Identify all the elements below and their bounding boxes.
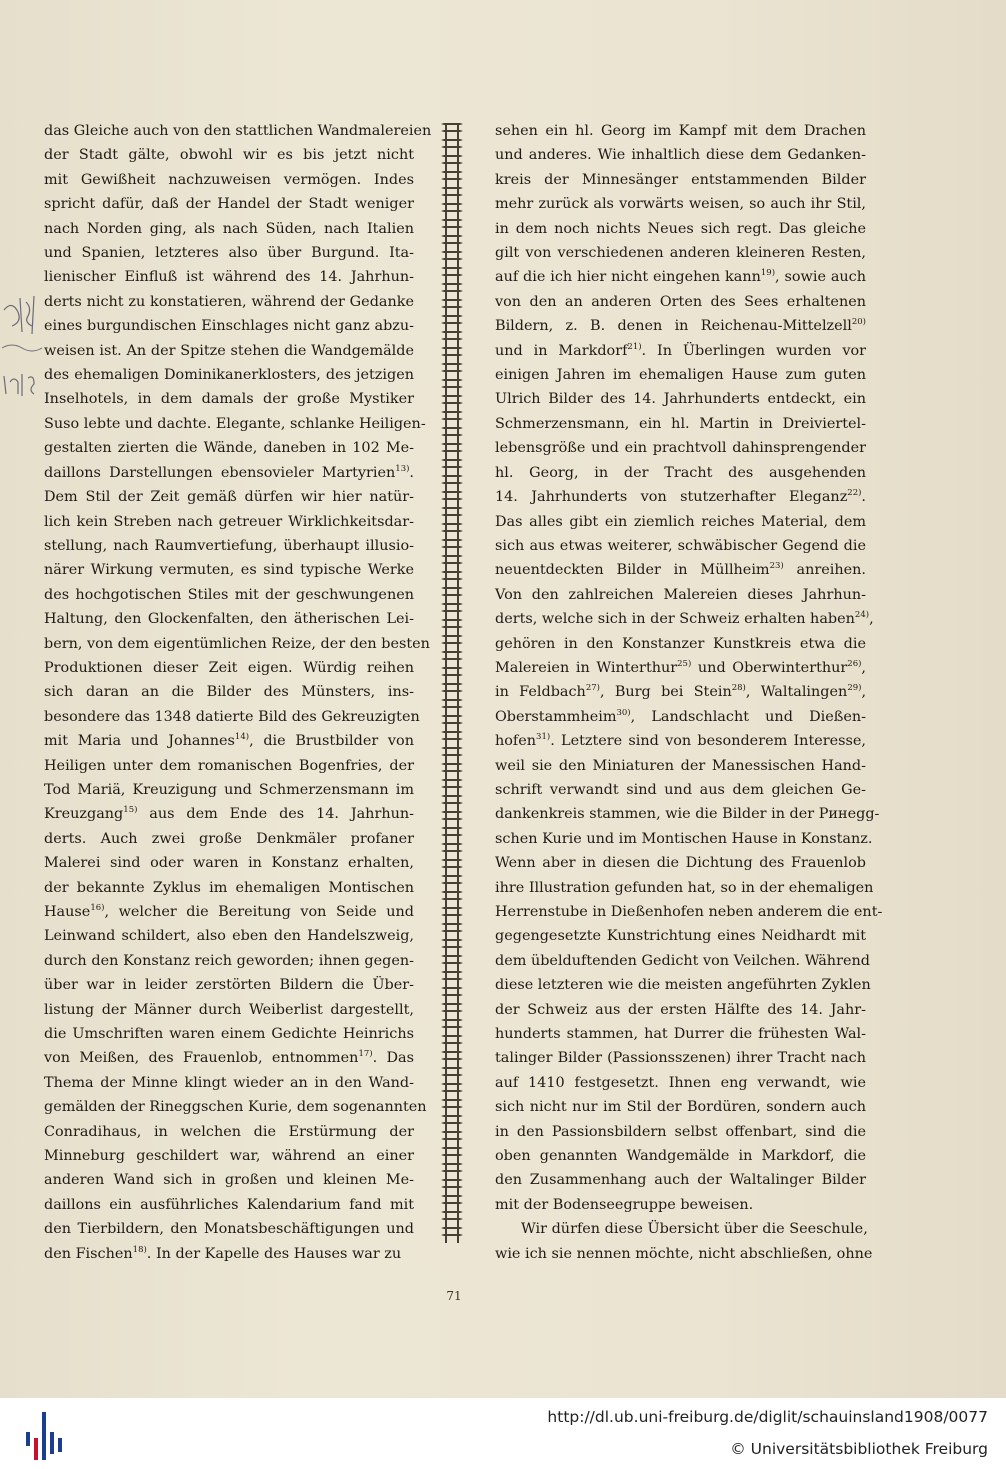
text-line xyxy=(495,534,866,558)
footnote-ref: 30) xyxy=(616,707,631,718)
text-line xyxy=(44,363,414,387)
text-run: lich kein Streben nach getreuer Wirklichkeitsdar- xyxy=(44,513,414,530)
text-line xyxy=(495,1168,866,1192)
text-line xyxy=(495,924,866,948)
text-line xyxy=(495,265,866,289)
text-line xyxy=(495,632,866,656)
text-run: Minneburg geschildert war, während an einer xyxy=(44,1148,414,1165)
text-run: . Das xyxy=(372,1050,414,1067)
text-line xyxy=(44,973,414,997)
text-line xyxy=(495,436,866,460)
text-run: , Waltalingen xyxy=(745,684,848,701)
text-run: aus dem Ende des 14. Jahrhun- xyxy=(137,806,414,823)
text-run: den Fischen xyxy=(44,1245,133,1262)
text-run: einigen Jahren im ehemaligen Hause zum guten xyxy=(495,367,866,384)
text-line xyxy=(44,1217,414,1241)
text-run: Suso lebte und dachte. Elegante, schlanke Heiligen- xyxy=(44,415,426,432)
footnote-ref: 18) xyxy=(132,1244,147,1255)
text-run: Malereien in Winterthur xyxy=(495,659,678,676)
text-run: , xyxy=(861,684,867,701)
footer-bar xyxy=(0,1398,1006,1469)
footnote-ref: 16) xyxy=(90,903,105,914)
text-line xyxy=(44,534,414,558)
text-run: derts, welche sich in der Schweiz erhalten haben xyxy=(495,611,855,628)
text-run: lienischer Einfluß ist während des 14. Jahrhun- xyxy=(44,269,414,286)
text-line xyxy=(44,485,414,509)
footnote-ref: 17) xyxy=(358,1049,373,1060)
text-run: in Feldbach xyxy=(495,684,586,701)
text-line xyxy=(44,119,432,143)
text-run: schrift verwandt sind und aus dem gleichen Ge- xyxy=(495,781,866,798)
text-run: von Meißen, des Frauenlob, entnommen xyxy=(44,1050,359,1067)
footnote-ref: 29) xyxy=(847,683,862,694)
text-run: nach Norden ging, als nach Süden, nach Italien xyxy=(44,220,414,237)
text-run: weisen ist. An der Spitze stehen die Wandgemälde xyxy=(44,342,414,359)
text-run: der bekannte Zyklus im ehemaligen Montischen xyxy=(44,879,414,896)
text-run: und anderes. Wie inhaltlich diese dem Gedanken- xyxy=(495,147,866,164)
text-line xyxy=(44,754,414,778)
decorative-column-divider xyxy=(441,123,463,1243)
text-run: Heiligen unter dem romanischen Bogenfries, der xyxy=(44,757,414,774)
text-line xyxy=(495,729,866,753)
footnote-ref: 26) xyxy=(847,659,862,670)
text-run: über war in leider zerstörten Bildern die Über- xyxy=(44,977,414,994)
text-run: Conradihaus, in welchen die Erstürmung der xyxy=(44,1123,414,1140)
text-line xyxy=(44,1071,414,1095)
text-line xyxy=(44,924,414,948)
text-run: gilt von verschiedenen anderen kleineren Resten, xyxy=(495,245,866,262)
text-line xyxy=(495,583,866,607)
text-run: in den Passionsbildern selbst offenbart, sind die xyxy=(495,1123,866,1140)
text-run: den Zusammenhang auch der Waltalinger Bilder xyxy=(495,1172,866,1189)
text-run: den Tierbildern, den Monatsbeschäftigungen und xyxy=(44,1221,414,1238)
text-run: Thema der Minne klingt wieder an in den Wand- xyxy=(44,1074,414,1091)
text-line xyxy=(495,1046,866,1070)
text-run: Von den zahlreichen Malereien dieses Jahrhun- xyxy=(495,586,866,603)
footnote-ref: 27) xyxy=(585,683,600,694)
text-line xyxy=(44,217,414,241)
text-run: Schmerzensmann, ein hl. Martin in Dreiviertel- xyxy=(495,415,866,432)
text-run: anreihen. xyxy=(783,562,866,579)
text-line xyxy=(44,1242,414,1266)
text-run: anderen Wand sich in großen und kleinen Me- xyxy=(44,1172,414,1189)
handwritten-margin-note xyxy=(0,290,44,410)
text-run: Oberstammheim xyxy=(495,708,617,725)
text-run: Tod Mariä, Kreuzigung und Schmerzensmann im xyxy=(44,781,414,798)
text-run: Dem Stil der Zeit gemäß dürfen wir hier natür- xyxy=(44,489,414,506)
text-line xyxy=(495,1095,866,1119)
footnote-ref: 28) xyxy=(731,683,746,694)
text-run: sich daran an die Bilder des Münsters, ins- xyxy=(44,684,414,701)
text-run: , Burg bei Stein xyxy=(599,684,732,701)
text-line xyxy=(44,290,414,314)
text-run: von den an anderen Orten des Sees erhaltenen xyxy=(495,293,866,310)
text-line xyxy=(44,680,414,704)
footnote-ref: 23) xyxy=(769,561,784,572)
text-line xyxy=(44,1022,414,1046)
text-line xyxy=(44,461,414,485)
footnote-ref: 15) xyxy=(123,805,138,816)
text-line xyxy=(495,827,873,851)
text-run: Haltung, den Glockenfalten, den ätherischen Lei- xyxy=(44,611,414,628)
text-run: mehr zurück als vorwärts weisen, so auch ihr Stil, xyxy=(495,196,866,213)
text-line xyxy=(495,1193,866,1217)
text-run: , welcher die Bereitung von Seide und xyxy=(104,904,414,920)
text-line xyxy=(495,754,866,778)
text-line xyxy=(44,314,414,338)
text-line xyxy=(44,241,414,265)
text-line xyxy=(495,876,874,900)
text-run: 14. Jahrhunderts von stutzerhafter Eleganz xyxy=(495,489,848,506)
text-line xyxy=(44,436,414,460)
text-run: Herrenstube in Dießenhofen neben anderem die ent- xyxy=(495,904,883,920)
text-line xyxy=(495,851,866,875)
text-run: hofen xyxy=(495,733,537,750)
text-run: Ulrich Bilder des 14. Jahrhunderts entdeckt, ein xyxy=(495,391,866,408)
text-line xyxy=(495,387,866,411)
text-line xyxy=(495,558,866,582)
text-line xyxy=(44,705,420,729)
text-line xyxy=(495,510,866,534)
text-run: kreis der Minnesänger entstammenden Bilder xyxy=(495,171,866,188)
text-run: Hause xyxy=(44,904,91,920)
text-run: derts nicht zu konstatieren, während der Gedanke xyxy=(44,293,414,310)
text-run: . xyxy=(409,464,414,481)
text-run: listung der Männer durch Weiberlist dargestellt, xyxy=(44,1001,414,1018)
text-run: das Gleiche auch von den stattlichen Wandmalereien xyxy=(44,123,432,139)
text-line xyxy=(44,510,414,534)
text-line xyxy=(495,217,866,241)
footnote-ref: 21) xyxy=(627,341,642,352)
text-run: mit der Bodenseegruppe beweisen. xyxy=(495,1196,754,1213)
text-line xyxy=(44,876,414,900)
text-line xyxy=(44,339,414,363)
text-run: daillons Darstellungen ebensovieler Martyrien xyxy=(44,464,396,481)
text-line xyxy=(44,558,414,582)
source-url-link[interactable]: http://dl.ub.uni-freiburg.de/diglit/schauinsland1908/0077 xyxy=(547,1408,988,1426)
text-run: und in Markdorf xyxy=(495,342,628,359)
text-line xyxy=(495,339,866,363)
text-line xyxy=(44,265,414,289)
text-run: Bildern, z. B. denen in Reichenau-Mittelzell xyxy=(495,318,852,335)
text-run: und Oberwinterthur xyxy=(691,659,848,676)
text-line xyxy=(44,1193,414,1217)
text-line xyxy=(44,607,414,631)
text-line xyxy=(495,802,880,826)
text-run: Kreuzgang xyxy=(44,806,124,823)
text-line xyxy=(44,778,414,802)
text-run: . xyxy=(861,489,866,506)
text-line xyxy=(44,851,414,875)
text-run: , die Brustbilder von xyxy=(249,733,414,750)
footnote-ref: 22) xyxy=(847,488,862,499)
text-column-right xyxy=(495,119,883,1266)
text-line xyxy=(495,241,866,265)
text-line xyxy=(495,1022,866,1046)
footnote-ref: 13) xyxy=(395,463,410,474)
text-line xyxy=(44,1095,427,1119)
text-run: , xyxy=(861,659,866,676)
text-line xyxy=(44,143,414,167)
text-line xyxy=(495,119,866,143)
text-line xyxy=(495,363,866,387)
text-run: lebensgröße und ein prachtvoll dahinsprengender xyxy=(495,440,866,457)
text-run: die Umschriften waren einem Gedichte Heinrichs xyxy=(44,1026,414,1043)
text-run: närer Wirkung vermuten, es sind typische Werke xyxy=(44,562,414,579)
text-run: Leinwand schildert, also eben den Handelszweig, xyxy=(44,928,414,945)
text-run: . In der Kapelle des Hauses war zu xyxy=(146,1245,402,1262)
text-line xyxy=(495,656,866,680)
text-line xyxy=(495,1120,866,1144)
text-run: Das alles gibt ein ziemlich reiches Material, dem xyxy=(495,513,866,530)
text-column-left xyxy=(44,119,432,1266)
text-run: talinger Bilder (Passionsszenen) ihrer Tracht nach xyxy=(495,1050,866,1067)
text-run: dankenkreis stammen, wie die Bilder in der Ринegg- xyxy=(495,806,880,823)
text-run: ihre Illustration gefunden hat, so in der ehemaligen xyxy=(495,879,874,896)
text-line xyxy=(495,705,866,729)
text-line xyxy=(495,1242,873,1266)
text-run: daillons ein ausführliches Kalendarium fand mit xyxy=(44,1196,414,1213)
footnote-ref: 24) xyxy=(854,610,870,621)
text-run: des ehemaligen Dominikanerklosters, des jetzigen xyxy=(44,367,414,384)
text-run: und Spanien, letzteres also über Burgund. Ita- xyxy=(44,245,414,262)
text-run: hunderts stammen, hat Durrer die frühesten Wal- xyxy=(495,1026,866,1043)
text-line xyxy=(495,949,870,973)
text-run: der Stadt gälte, obwohl wir es bis jetzt nicht xyxy=(44,147,414,164)
footnote-ref: 31) xyxy=(536,732,551,743)
text-line xyxy=(495,900,883,924)
text-run: , Landschlacht und Dießen- xyxy=(630,708,866,725)
text-line xyxy=(495,1071,866,1095)
text-line xyxy=(44,632,430,656)
text-line xyxy=(495,1144,866,1168)
text-line xyxy=(495,778,866,802)
text-run: sich aus etwas weiterer, schwäbischer Gegend die xyxy=(495,537,866,554)
text-run: . In Überlingen wurden vor xyxy=(641,342,866,359)
text-line xyxy=(44,1168,414,1192)
text-run: , xyxy=(869,611,874,628)
text-run: Wenn aber in diesen die Dichtung des Frauenlob xyxy=(495,855,866,872)
text-run: weil sie den Miniaturen der Manessischen Hand- xyxy=(495,757,866,774)
text-line xyxy=(495,143,866,167)
text-run: auf die ich hier nicht eingehen kann xyxy=(495,269,761,286)
text-line xyxy=(44,192,414,216)
footnote-ref: 19) xyxy=(760,268,776,279)
text-run: des hochgotischen Stiles mit der geschwungenen xyxy=(44,586,414,603)
text-line xyxy=(44,656,414,680)
text-run: Inselhotels, in dem damals der große Mystiker xyxy=(44,391,414,408)
footnote-ref: 25) xyxy=(677,659,692,670)
text-line xyxy=(495,607,874,631)
text-run: durch den Konstanz reich geworden; ihnen gegen- xyxy=(44,952,414,969)
text-run: gemälden der Rineggschen Kurie, dem sogenannten xyxy=(44,1099,427,1116)
text-run: bern, von dem eigentümlichen Reize, der den besten xyxy=(44,635,430,652)
text-run: spricht dafür, daß der Handel der Stadt weniger xyxy=(44,196,414,213)
text-run: diese letzteren wie die meisten angeführten Zyklen xyxy=(495,977,871,994)
text-line xyxy=(495,973,871,997)
text-line xyxy=(44,802,414,826)
text-run: gegengesetzte Kunstrichtung eines Neidhardt mit xyxy=(495,928,866,945)
footnote-ref: 14) xyxy=(234,732,250,743)
text-run: mit Maria und Johannes xyxy=(44,733,235,750)
text-line xyxy=(495,461,866,485)
text-line xyxy=(44,949,414,973)
text-line xyxy=(44,1046,414,1070)
text-run: . Letztere sind von besonderem Interesse, xyxy=(550,733,866,750)
text-run: neuentdeckten Bilder in Müllheim xyxy=(495,562,770,579)
library-logo-icon xyxy=(22,1408,66,1464)
text-run: , sowie auch xyxy=(775,269,866,286)
text-run: stellung, nach Raumvertiefung, überhaupt illusio- xyxy=(44,537,414,554)
text-line xyxy=(44,1144,414,1168)
text-run: hl. Georg, in der Tracht des ausgehenden xyxy=(495,464,866,481)
text-line xyxy=(44,827,414,851)
text-run: oben genannten Wandgemälde in Markdorf, die xyxy=(495,1148,866,1165)
text-run: besondere das 1348 datierte Bild des Gekreuzigten xyxy=(44,708,420,725)
text-line xyxy=(495,290,866,314)
text-line xyxy=(495,1217,866,1241)
text-line xyxy=(495,998,866,1022)
text-run: der Schweiz aus der ersten Hälfte des 14. Jahr- xyxy=(495,1001,866,1018)
text-line xyxy=(495,168,866,192)
footnote-ref: 20) xyxy=(851,317,866,328)
text-line xyxy=(44,387,414,411)
text-line xyxy=(44,729,414,753)
text-run: gehören in den Konstanzer Kunstkreis etwa die xyxy=(495,635,866,652)
page-number: 71 xyxy=(446,1289,462,1303)
text-line xyxy=(44,168,414,192)
text-line xyxy=(44,412,426,436)
text-line xyxy=(495,680,866,704)
text-line xyxy=(495,412,866,436)
text-run: auf 1410 festgesetzt. Ihnen eng verwandt, wie xyxy=(495,1074,866,1091)
text-run: sehen ein hl. Georg im Kampf mit dem Drachen xyxy=(495,123,866,139)
text-line xyxy=(495,192,866,216)
text-run: wie ich sie nennen möchte, nicht abschließen, ohne xyxy=(495,1245,873,1262)
text-run: eines burgundischen Einschlages nicht ganz abzu- xyxy=(44,318,414,335)
text-run: Produktionen dieser Zeit eigen. Würdig reihen xyxy=(44,659,414,676)
text-run: mit Gewißheit nachzuweisen vermögen. Indes xyxy=(44,171,414,188)
text-run: sich nicht nur im Stil der Bordüren, sondern auch xyxy=(495,1099,866,1116)
text-line xyxy=(44,583,414,607)
text-line xyxy=(44,900,414,924)
text-run: Malerei sind oder waren in Konstanz erhalten, xyxy=(44,855,414,872)
text-line xyxy=(495,314,866,338)
text-run: schen Kurie und im Montischen Hause in Konstanz. xyxy=(495,830,873,847)
text-run: dem übelduftenden Gedicht von Veilchen. Während xyxy=(495,952,870,969)
copyright-notice: © Universitätsbibliothek Freiburg xyxy=(730,1440,988,1458)
text-run: derts. Auch zwei große Denkmäler profaner xyxy=(44,830,414,847)
text-run: in dem noch nichts Neues sich regt. Das gleiche xyxy=(495,220,866,237)
text-run: Wir dürfen diese Übersicht über die Seeschule, xyxy=(521,1221,868,1238)
text-line xyxy=(44,1120,414,1144)
text-run: gestalten zierten die Wände, daneben in 102 Me- xyxy=(44,440,414,457)
text-line xyxy=(44,998,414,1022)
text-line xyxy=(495,485,866,509)
